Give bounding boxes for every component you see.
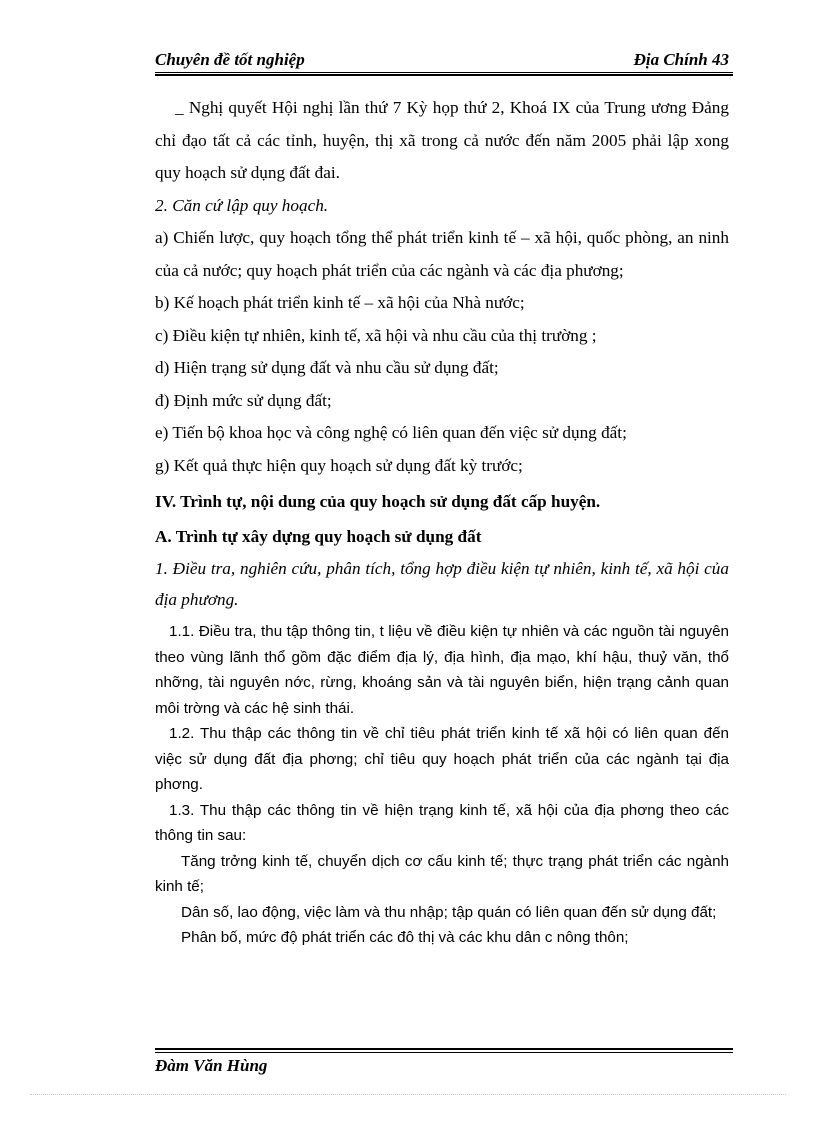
section-heading-a: A. Trình tự xây dựng quy hoạch sử dụng đất [155, 526, 482, 546]
section-heading-iv: IV. Trình tự, nội dung của quy hoạch sử dụng đất cấp huyện. [155, 492, 601, 511]
footer-author: Đàm Văn Hùng [155, 1056, 268, 1075]
document-body [155, 92, 729, 951]
page-header [155, 48, 733, 73]
section-heading-2: 2. Căn cứ lập quy hoạch. [155, 195, 329, 215]
list-item-e: e) Tiến bộ khoa học và công nghệ có liên quan đến việc sử dụng đất; [155, 423, 627, 442]
paragraph-resolution: _ Nghị quyết Hội nghị lần thứ 7 Kỳ họp thứ 2, Khoá IX của Trung ương Đảng chỉ đạo tất cả các tỉnh, huyện, thị xã trong cả nước đến năm 2005 phải lập xong quy hoạch sử dụng đất đai. [155, 98, 729, 182]
paragraph-distribution: Phân bố, mức độ phát triển các đô thị và các khu dân c nông thôn; [181, 929, 629, 946]
list-item-c: c) Điều kiện tự nhiên, kinh tế, xã hội và nhu cầu của thị trường ; [155, 325, 597, 345]
list-item-d: d) Hiện trạng sử dụng đất và nhu cầu sử dụng đất; [155, 358, 499, 377]
list-item-dd: đ) Định mức sử dụng đất; [155, 390, 332, 410]
page-boundary [30, 1094, 786, 1095]
list-item-b: b) Kế hoạch phát triển kinh tế – xã hội của Nhà nước; [155, 293, 525, 312]
header-course: Địa Chính 43 [633, 50, 729, 69]
paragraph-1-3: 1.3. Thu thập các thông tin về hiện trạng kinh tế, xã hội của địa phơng theo các thông tin sau: [155, 801, 729, 844]
header-title: Chuyên đề tốt nghiệp [155, 50, 305, 69]
page-footer [155, 1048, 733, 1075]
list-item-g: g) Kết quả thực hiện quy hoạch sử dụng đất kỳ trước; [155, 455, 523, 475]
paragraph-1-2: 1.2. Thu thập các thông tin về chỉ tiêu phát triển kinh tế xã hội có liên quan đến việc sử dụng đất địa phơng; chỉ tiêu quy hoạch phát triển của các ngành tại địa phơng. [155, 725, 729, 793]
section-heading-1: 1. Điều tra, nghiên cứu, phân tích, tổng hợp điều kiện tự nhiên, kinh tế, xã hội của địa phương. [155, 559, 729, 609]
paragraph-1-1: 1.1. Điều tra, thu tập thông tin, t liệu về điều kiện tự nhiên và các nguồn tài nguyên theo vùng lãnh thổ gồm đặc điểm địa lý, địa hình, địa mạo, khí hậu, thuỷ văn, thổ nhỡng, tài nguyên nớc, rừng, khoáng sản và tài nguyên biển, hiện trạng cảnh quan môi trờng và các hệ sinh thái. [155, 623, 729, 717]
paragraph-population: Dân số, lao động, việc làm và thu nhập; tập quán có liên quan đến sử dụng đất; [181, 903, 717, 921]
paragraph-growth: Tăng trởng kinh tế, chuyển dịch cơ cấu kinh tế; thực trạng phát triển các ngành kinh tế; [155, 852, 729, 895]
list-item-a: a) Chiến lược, quy hoạch tổng thể phát triển kinh tế – xã hội, quốc phòng, an ninh của cả nước; quy hoạch phát triển của các ngành và các địa phương; [155, 228, 729, 280]
